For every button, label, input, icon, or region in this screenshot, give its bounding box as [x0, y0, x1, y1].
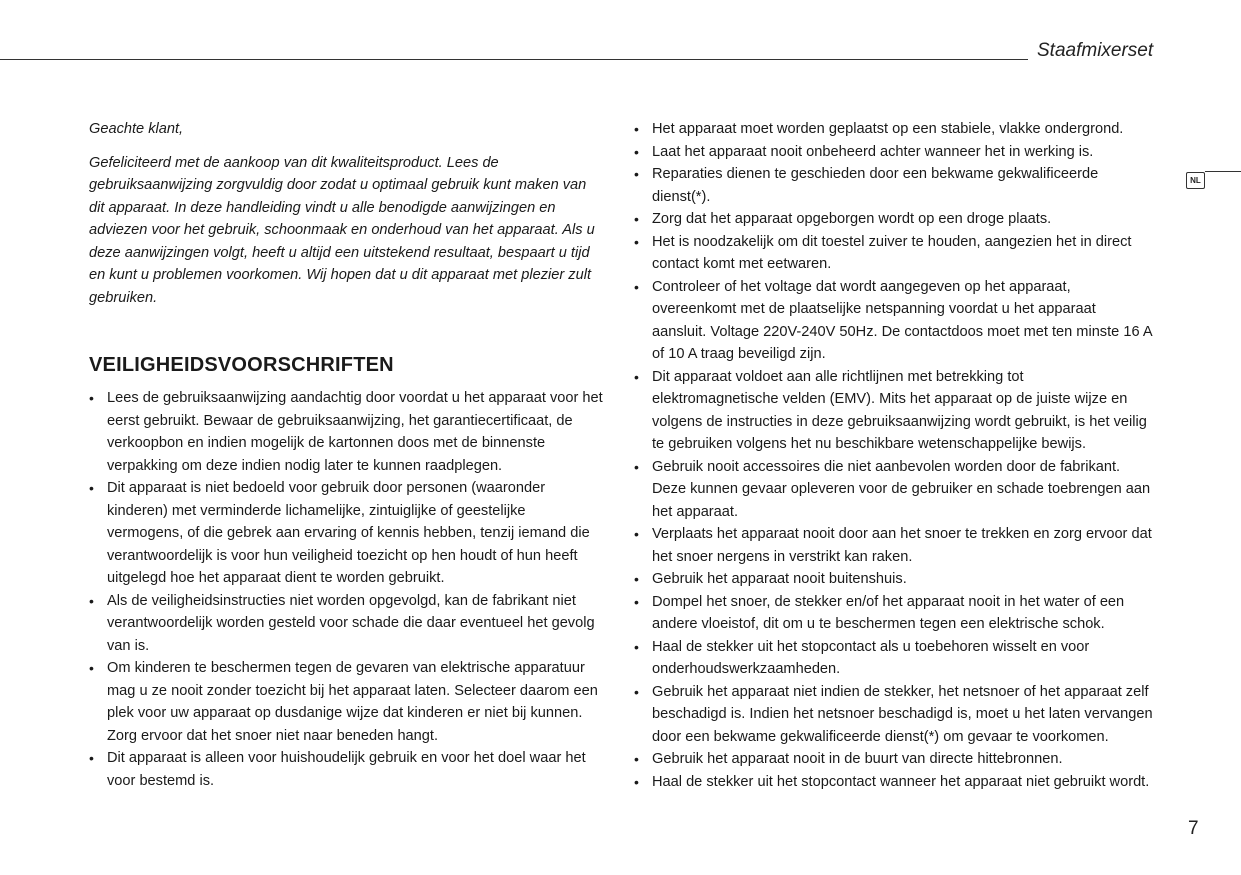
language-tab-rule [1205, 171, 1241, 172]
header-title: Staafmixerset [1037, 40, 1154, 61]
list-item: • Haal de stekker uit het stopcontact als u toebehoren wisselt en voor onderhoudswerkzaamheden. [634, 636, 1154, 681]
list-item: • Om kinderen te beschermen tegen de gevaren van elektrische apparatuur mag u ze nooit zonder toezicht bij het apparaat laten. Selecteer daarom een plek voor uw apparaat op dusdanige wijze dat kinderen er niet bij kunnen. Zorg ervoor dat het snoer niet naar beneden hangt. [89, 657, 605, 747]
list-item: • Het is noodzakelijk om dit toestel zuiver te houden, aangezien het in direct contact komt met eetwaren. [634, 231, 1154, 276]
header-rule [0, 59, 1028, 60]
list-item: • Gebruik het apparaat nooit in de buurt van directe hittebronnen. [634, 748, 1154, 771]
right-column [634, 118, 1154, 793]
list-item: • Gebruik het apparaat niet indien de stekker, het netsnoer of het apparaat zelf beschadigd is. Indien het netsnoer beschadigd is, moet u het laten vervangen door een bekwame gekwalificeerde dienst(*) om gevaar te voorkomen. [634, 681, 1154, 749]
safety-list-right [634, 118, 1154, 793]
list-item: • Als de veiligheidsinstructies niet worden opgevolgd, kan de fabrikant niet verantwoordelijk worden gesteld voor schade die daar eventueel het gevolg van is. [89, 590, 605, 658]
list-item: • Verplaats het apparaat nooit door aan het snoer te trekken en zorg ervoor dat het snoer nergens in verstrikt kan raken. [634, 523, 1154, 568]
safety-list-left [89, 387, 605, 792]
page-number: 7 [1188, 818, 1199, 839]
greeting: Geachte klant, [89, 121, 184, 137]
list-item: • Laat het apparaat nooit onbeheerd achter wanneer het in werking is. [634, 141, 1154, 164]
list-item: • Gebruik nooit accessoires die niet aanbevolen worden door de fabrikant. Deze kunnen gevaar opleveren voor de gebruiker en schade toebrengen aan het apparaat. [634, 456, 1154, 524]
list-item: • Dit apparaat voldoet aan alle richtlijnen met betrekking tot elektromagnetische velden (EMV). Mits het apparaat op de juiste wijze en volgens de instructies in deze gebruiksaanwijzing wordt gebruikt, is het veilig te gebruiken volgens het nu beschikbare wetenschappelijke bewijs. [634, 366, 1154, 456]
list-item: • Dit apparaat is alleen voor huishoudelijk gebruik en voor het doel waar het voor bestemd is. [89, 747, 605, 792]
list-item: • Het apparaat moet worden geplaatst op een stabiele, vlakke ondergrond. [634, 118, 1154, 141]
list-item: • Dit apparaat is niet bedoeld voor gebruik door personen (waaronder kinderen) met verminderde lichamelijke, zintuiglijke of geestelijke vermogens, of die gebrek aan ervaring of kennis hebben, tenzij iemand die verantwoordelijk is voor hun veiligheid toezicht op hen houdt of hun heeft uitgelegd hoe het apparaat dient te worden gebruikt. [89, 477, 605, 590]
list-item: • Dompel het snoer, de stekker en/of het apparaat nooit in het water of een andere vloeistof, dit om u te beschermen tegen een elektrische schok. [634, 591, 1154, 636]
language-badge: NL [1186, 172, 1205, 189]
intro-paragraph: Gefeliciteerd met de aankoop van dit kwaliteitsproduct. Lees de gebruiksaanwijzing zorgvuldig door zodat u optimaal gebruik kunt maken van dit apparaat. In deze handleiding vindt u alle benodigde aanwijzingen en adviezen voor het gebruik, schoonmaak en onderhoud van het apparaat. Als u deze aanwijzingen volgt, heeft u altijd een uitstekend resultaat, bespaart u tijd en kunt u problemen voorkomen. Wij hopen dat u dit apparaat met plezier zult gebruiken. [89, 154, 595, 306]
list-item: • Reparaties dienen te geschieden door een bekwame gekwalificeerde dienst(*). [634, 163, 1154, 208]
list-item: • Controleer of het voltage dat wordt aangegeven op het apparaat, overeenkomt met de plaatselijke netspanning voordat u het apparaat aansluit. Voltage 220V-240V 50Hz. De contactdoos moet met ten minste 16 A of 10 A traag beveiligd zijn. [634, 276, 1154, 366]
list-item: • Lees de gebruiksaanwijzing aandachtig door voordat u het apparaat voor het eerst gebruikt. Bewaar de gebruiksaanwijzing, het garantiecertificaat, de verkoopbon en indien mogelijk de kartonnen doos met de binnenste verpakking om deze indien nodig later te kunnen raadplegen. [89, 387, 605, 477]
list-item: • Gebruik het apparaat nooit buitenshuis. [634, 568, 1154, 591]
section-heading: VEILIGHEIDSVOORSCHRIFTEN [89, 354, 394, 376]
left-column [89, 118, 605, 792]
list-item: • Haal de stekker uit het stopcontact wanneer het apparaat niet gebruikt wordt. [634, 771, 1154, 794]
list-item: • Zorg dat het apparaat opgeborgen wordt op een droge plaats. [634, 208, 1154, 231]
